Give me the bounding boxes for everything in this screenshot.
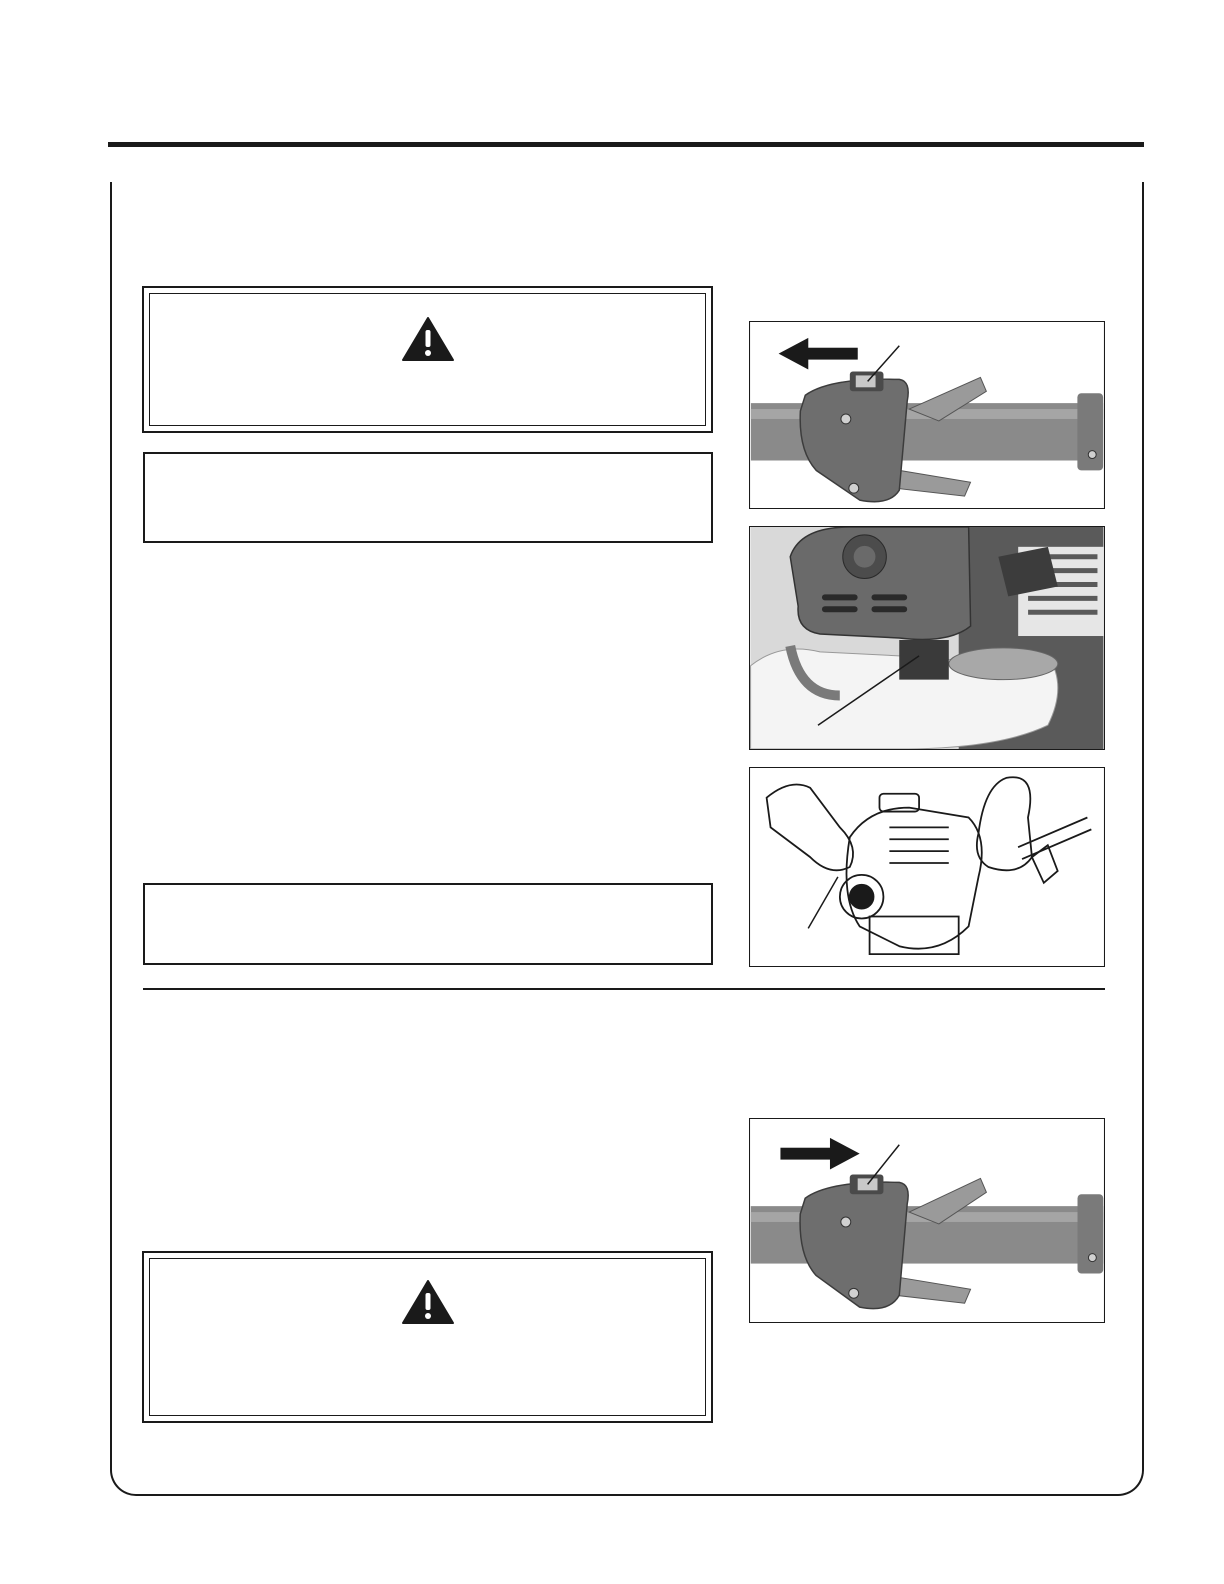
photo-engine-primer <box>749 526 1105 750</box>
illustration-hands-on-engine <box>749 767 1105 967</box>
warning-triangle-icon <box>401 1279 455 1325</box>
warning-box-top <box>142 286 713 433</box>
section-divider <box>143 988 1105 990</box>
note-box-top <box>143 452 713 543</box>
photo-throttle-switch-start <box>749 1118 1105 1323</box>
header-rule <box>108 142 1144 147</box>
note-box-middle <box>143 883 713 965</box>
warning-box-bottom <box>142 1251 713 1423</box>
warning-triangle-icon <box>401 316 455 362</box>
photo-throttle-switch-stop <box>749 321 1105 509</box>
